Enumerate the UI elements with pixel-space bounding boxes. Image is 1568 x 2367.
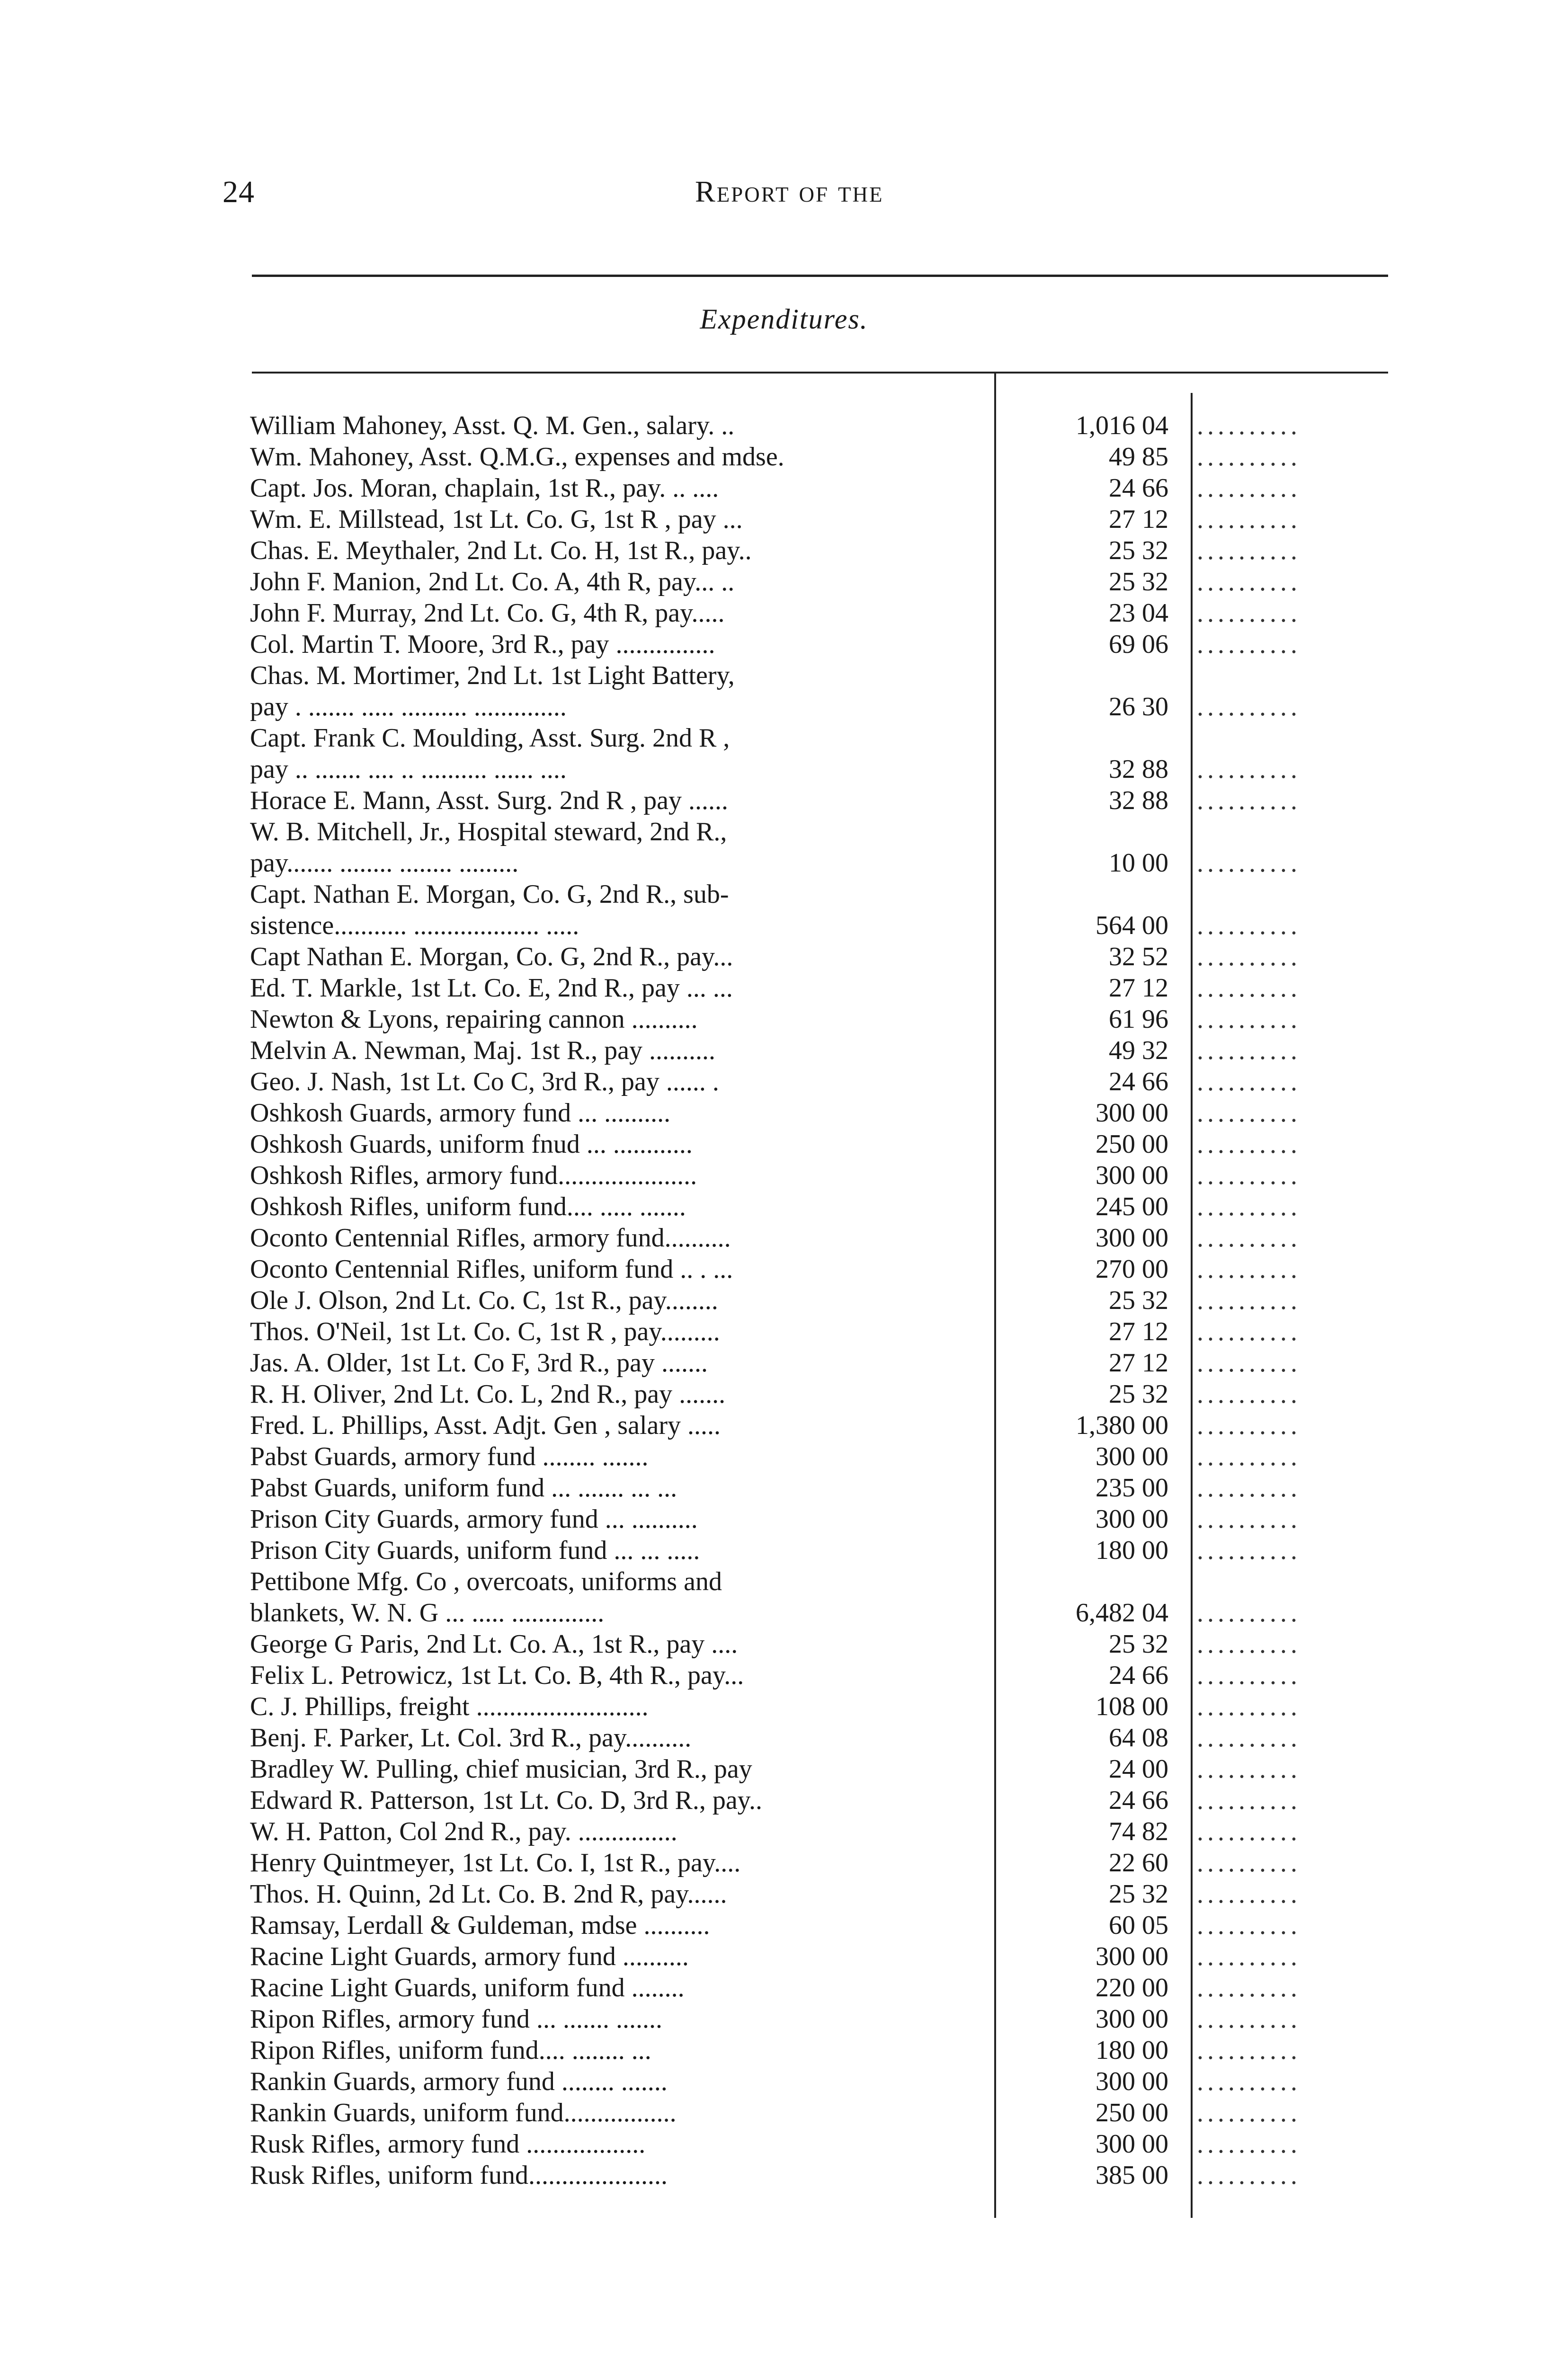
entry-fill-dots: .......... [1197,1286,1301,1315]
ledger-entry [250,1847,1396,1878]
entry-fill-dots: .......... [1197,1504,1301,1534]
entry-fill-dots: .......... [1197,911,1301,940]
entry-amount: 25 32 [1109,1286,1168,1315]
entry-amount: 23 04 [1109,598,1168,628]
ledger-entry [250,1566,1396,1628]
entry-amount: 6,482 04 [1076,1598,1168,1628]
entry-amount: 250 00 [1096,1130,1168,1159]
ledger-entry [250,1472,1396,1504]
entry-amount: 25 32 [1109,1629,1168,1659]
entry-amount: 25 32 [1109,536,1168,565]
entry-description: Pabst Guards, uniform fund ... ....... ... ... [250,1473,677,1503]
ledger-entry [250,972,1396,1004]
entry-description: Ed. T. Markle, 1st Lt. Co. E, 2nd R., pay ... ... [250,973,733,1003]
entry-amount: 61 96 [1109,1005,1168,1034]
entry-amount: 300 00 [1096,1161,1168,1190]
entry-amount: 69 06 [1109,630,1168,659]
entry-amount: 245 00 [1096,1192,1168,1221]
entry-description: Jas. A. Older, 1st Lt. Co F, 3rd R., pay ....... [250,1348,708,1378]
entry-amount: 300 00 [1096,1442,1168,1471]
ledger-entry [250,566,1396,597]
ledger-entry [250,1660,1396,1691]
entry-description: Ole J. Olson, 2nd Lt. Co. C, 1st R., pay........ [250,1286,718,1315]
entry-description: Wm. E. Millstead, 1st Lt. Co. G, 1st R , pay ... [250,505,743,534]
entry-amount: 385 00 [1096,2161,1168,2190]
entry-fill-dots: .......... [1197,1161,1301,1190]
ledger-entry [250,1691,1396,1722]
entry-description: Felix L. Petrowicz, 1st Lt. Co. B, 4th R., pay... [250,1661,744,1690]
entry-description: Racine Light Guards, armory fund .......... [250,1942,689,1971]
entry-description: Horace E. Mann, Asst. Surg. 2nd R , pay ...... [250,786,728,815]
entry-amount: 25 32 [1109,1879,1168,1909]
entry-fill-dots: .......... [1197,1848,1301,1878]
entry-description: Oconto Centennial Rifles, uniform fund .. . ... [250,1255,733,1284]
ledger-entry [250,1441,1396,1472]
ledger-entry [250,722,1396,785]
ledger-entry [250,1222,1396,1254]
entry-amount: 300 00 [1096,2067,1168,2096]
ledger-entry [250,472,1396,504]
entry-fill-dots: .......... [1197,1005,1301,1034]
entry-amount: 25 32 [1109,1379,1168,1409]
entry-amount: 60 05 [1109,1911,1168,1940]
entry-description: C. J. Phillips, freight .......................... [250,1692,649,1721]
entry-amount: 32 52 [1109,942,1168,971]
entry-fill-dots: .......... [1197,536,1301,565]
entry-description: Geo. J. Nash, 1st Lt. Co C, 3rd R., pay ...... . [250,1067,719,1096]
entry-fill-dots: .......... [1197,1473,1301,1503]
ledger-entry [250,535,1396,566]
entry-fill-dots: .......... [1197,1786,1301,1815]
entry-description: John F. Murray, 2nd Lt. Co. G, 4th R, pay..... [250,598,725,628]
ledger-entry [250,1066,1396,1097]
ledger-entry [250,1722,1396,1753]
entry-fill-dots: .......... [1197,1754,1301,1784]
entry-fill-dots: .......... [1197,2004,1301,2034]
entry-description: Oshkosh Rifles, armory fund..................... [250,1161,697,1190]
entry-description: William Mahoney, Asst. Q. M. Gen., salary. .. [250,411,735,440]
ledger-entry [250,1379,1396,1410]
ledger-entry [250,410,1396,441]
ledger-entry [250,2003,1396,2035]
entry-description: Fred. L. Phillips, Asst. Adjt. Gen , salary ..... [250,1411,721,1440]
ledger-entry [250,1004,1396,1035]
entry-fill-dots: .......... [1197,1317,1301,1346]
entry-amount: 270 00 [1096,1255,1168,1284]
entry-description: Thos. O'Neil, 1st Lt. Co. C, 1st R , pay......... [250,1317,720,1346]
ledger-entry [250,1910,1396,1941]
ledger-entry [250,1535,1396,1566]
ledger-entry [250,1785,1396,1816]
entry-description: Oshkosh Rifles, uniform fund.... ..... ....... [250,1192,686,1221]
entry-amount: 300 00 [1096,1942,1168,1971]
entry-amount: 74 82 [1109,1817,1168,1846]
entry-fill-dots: .......... [1197,1942,1301,1971]
ledger-entry [250,785,1396,816]
entry-description-line2: pay....... ........ ........ ......... [250,848,519,878]
entry-description: Oshkosh Guards, armory fund ... .......... [250,1098,671,1128]
ledger-entry [250,1191,1396,1222]
entry-description-line2: sistence........... ................... ..... [250,911,579,940]
entry-amount: 24 66 [1109,1786,1168,1815]
entry-amount: 10 00 [1109,848,1168,878]
entry-description-line1: W. B. Mitchell, Jr., Hospital steward, 2nd R., [250,817,727,846]
entry-fill-dots: .......... [1197,1130,1301,1159]
page-number: 24 [223,175,255,209]
entry-description: Rankin Guards, armory fund ........ ....... [250,2067,668,2096]
entry-description: Capt. Jos. Moran, chaplain, 1st R., pay. .. .... [250,473,719,503]
entry-fill-dots: .......... [1197,942,1301,971]
entry-fill-dots: .......... [1197,1629,1301,1659]
entry-amount: 1,380 00 [1076,1411,1168,1440]
entry-description: John F. Manion, 2nd Lt. Co. A, 4th R, pay... .. [250,567,735,596]
entry-fill-dots: .......... [1197,1348,1301,1378]
entry-fill-dots: .......... [1197,2129,1301,2159]
entry-fill-dots: .......... [1197,692,1301,721]
entry-description: Benj. F. Parker, Lt. Col. 3rd R., pay.......... [250,1723,692,1753]
entry-fill-dots: .......... [1197,1973,1301,2002]
entry-fill-dots: .......... [1197,1098,1301,1128]
entry-amount: 300 00 [1096,2004,1168,2034]
entry-description: Edward R. Patterson, 1st Lt. Co. D, 3rd R., pay.. [250,1786,763,1815]
entry-fill-dots: .......... [1197,1817,1301,1846]
entry-description: Oshkosh Guards, uniform fnud ... ............ [250,1130,693,1159]
entry-amount: 24 66 [1109,1661,1168,1690]
entry-amount: 250 00 [1096,2098,1168,2127]
ledger-entry [250,2035,1396,2066]
ledger-entry [250,816,1396,879]
entry-fill-dots: .......... [1197,1067,1301,1096]
entry-amount: 24 66 [1109,473,1168,503]
ledger-entry [250,504,1396,535]
entry-fill-dots: .......... [1197,1223,1301,1253]
ledger-entry [250,1097,1396,1129]
entry-fill-dots: .......... [1197,1723,1301,1753]
ledger-entry [250,1816,1396,1847]
entry-amount: 27 12 [1109,973,1168,1003]
entry-description: Ripon Rifles, armory fund ... ....... ....... [250,2004,663,2034]
entry-amount: 32 88 [1109,755,1168,784]
entry-description-line1: Capt. Frank C. Moulding, Asst. Surg. 2nd R , [250,723,730,753]
ledger-entry [250,1504,1396,1535]
entry-description: Rusk Rifles, armory fund .................. [250,2129,646,2159]
entry-fill-dots: .......... [1197,786,1301,815]
ledger-entry [250,1254,1396,1285]
ledger-entry [250,1753,1396,1785]
entry-fill-dots: .......... [1197,630,1301,659]
entry-description: Prison City Guards, armory fund ... .......... [250,1504,698,1534]
ledger-entry [250,2128,1396,2160]
entry-fill-dots: .......... [1197,1536,1301,1565]
ledger-entry [250,1285,1396,1316]
entry-description: Thos. H. Quinn, 2d Lt. Co. B. 2nd R, pay...... [250,1879,727,1909]
entry-amount: 220 00 [1096,1973,1168,2002]
entry-fill-dots: .......... [1197,1379,1301,1409]
entry-fill-dots: .......... [1197,2098,1301,2127]
entry-description: Ramsay, Lerdall & Guldeman, mdse .......... [250,1911,710,1940]
entry-description: Ripon Rifles, uniform fund.... ........ ... [250,2036,651,2065]
entry-fill-dots: .......... [1197,1598,1301,1628]
entry-fill-dots: .......... [1197,1255,1301,1284]
entry-description: Oconto Centennial Rifles, armory fund.......... [250,1223,731,1253]
ledger-entry [250,1035,1396,1066]
section-title: Expenditures. [700,303,868,335]
entry-amount: 25 32 [1109,567,1168,596]
entry-description: Prison City Guards, uniform fund ... ... ..... [250,1536,700,1565]
ledger-entry [250,879,1396,941]
entry-amount: 1,016 04 [1076,411,1168,440]
ledger-entry [250,1316,1396,1347]
ledger-entry [250,1129,1396,1160]
entry-description: George G Paris, 2nd Lt. Co. A., 1st R., pay .... [250,1629,738,1659]
entry-amount: 300 00 [1096,1098,1168,1128]
ledger-entry [250,1347,1396,1379]
entry-fill-dots: .......... [1197,442,1301,472]
entry-description: Rusk Rifles, uniform fund..................... [250,2161,668,2190]
ledger-entry [250,597,1396,629]
entry-amount: 24 00 [1109,1754,1168,1784]
ledger-entry [250,1972,1396,2003]
entry-description: Pabst Guards, armory fund ........ ....... [250,1442,649,1471]
entry-description: Racine Light Guards, uniform fund ........ [250,1973,685,2002]
ledger-entry [250,660,1396,722]
ledger-entry [250,1628,1396,1660]
entry-amount: 300 00 [1096,1223,1168,1253]
ledger-entry [250,1941,1396,1972]
entry-description: Bradley W. Pulling, chief musician, 3rd R., pay [250,1754,752,1784]
entry-description: R. H. Oliver, 2nd Lt. Co. L, 2nd R., pay ....... [250,1379,726,1409]
ledger-entry [250,2160,1396,2191]
entry-description: Capt Nathan E. Morgan, Co. G, 2nd R., pay... [250,942,733,971]
entry-description-line1: Capt. Nathan E. Morgan, Co. G, 2nd R., sub- [250,880,729,909]
entry-fill-dots: .......... [1197,1411,1301,1440]
running-head: Report of the [695,175,884,208]
entry-fill-dots: .......... [1197,1192,1301,1221]
entry-amount: 27 12 [1109,1317,1168,1346]
entry-fill-dots: .......... [1197,2067,1301,2096]
ledger-entry [250,1160,1396,1191]
entry-fill-dots: .......... [1197,2036,1301,2065]
entry-fill-dots: .......... [1197,848,1301,878]
entry-amount: 32 88 [1109,786,1168,815]
ledger-entry [250,1878,1396,1910]
entry-amount: 27 12 [1109,505,1168,534]
entry-amount: 24 66 [1109,1067,1168,1096]
entry-amount: 564 00 [1096,911,1168,940]
entry-fill-dots: .......... [1197,1879,1301,1909]
entry-description: Henry Quintmeyer, 1st Lt. Co. I, 1st R., pay.... [250,1848,741,1878]
entry-amount: 64 08 [1109,1723,1168,1753]
entry-fill-dots: .......... [1197,1911,1301,1940]
ledger-entry [250,629,1396,660]
entry-description: Col. Martin T. Moore, 3rd R., pay ............... [250,630,715,659]
entry-amount: 300 00 [1096,1504,1168,1534]
entry-amount: 235 00 [1096,1473,1168,1503]
entry-description-line1: Chas. M. Mortimer, 2nd Lt. 1st Light Battery, [250,661,735,690]
ledger-entry [250,1410,1396,1441]
entry-amount: 27 12 [1109,1348,1168,1378]
entry-amount: 300 00 [1096,2129,1168,2159]
entry-description: Melvin A. Newman, Maj. 1st R., pay .......... [250,1036,716,1065]
ledger-entry [250,941,1396,972]
entry-fill-dots: .......... [1197,567,1301,596]
entry-fill-dots: .......... [1197,1442,1301,1471]
entry-fill-dots: .......... [1197,598,1301,628]
entry-amount: 180 00 [1096,1536,1168,1565]
entry-amount: 180 00 [1096,2036,1168,2065]
entry-description: Newton & Lyons, repairing cannon .......... [250,1005,698,1034]
entry-amount: 49 32 [1109,1036,1168,1065]
entry-description-line2: pay . ....... ..... .......... .............. [250,692,567,721]
entry-fill-dots: .......... [1197,755,1301,784]
entry-fill-dots: .......... [1197,505,1301,534]
entry-fill-dots: .......... [1197,1692,1301,1721]
entry-fill-dots: .......... [1197,473,1301,503]
entry-amount: 22 60 [1109,1848,1168,1878]
entry-amount: 26 30 [1109,692,1168,721]
entry-description: Rankin Guards, uniform fund................. [250,2098,677,2127]
entry-amount: 108 00 [1096,1692,1168,1721]
entry-fill-dots: .......... [1197,2161,1301,2190]
entry-description-line2: blankets, W. N. G ... ..... .............. [250,1598,605,1628]
entry-fill-dots: .......... [1197,411,1301,440]
ledger-entry [250,2097,1396,2128]
entry-description-line1: Pettibone Mfg. Co , overcoats, uniforms and [250,1567,722,1596]
entry-fill-dots: .......... [1197,1036,1301,1065]
ledger-entry [250,2066,1396,2097]
entry-description: Wm. Mahoney, Asst. Q.M.G., expenses and mdse. [250,442,784,472]
ledger-entry [250,441,1396,472]
entry-fill-dots: .......... [1197,973,1301,1003]
entry-description-line2: pay .. ....... .... .. .......... ...... .... [250,755,567,784]
entry-description: Chas. E. Meythaler, 2nd Lt. Co. H, 1st R., pay.. [250,536,752,565]
entry-fill-dots: .......... [1197,1661,1301,1690]
entry-description: W. H. Patton, Col 2nd R., pay. ............... [250,1817,677,1846]
entry-amount: 49 85 [1109,442,1168,472]
